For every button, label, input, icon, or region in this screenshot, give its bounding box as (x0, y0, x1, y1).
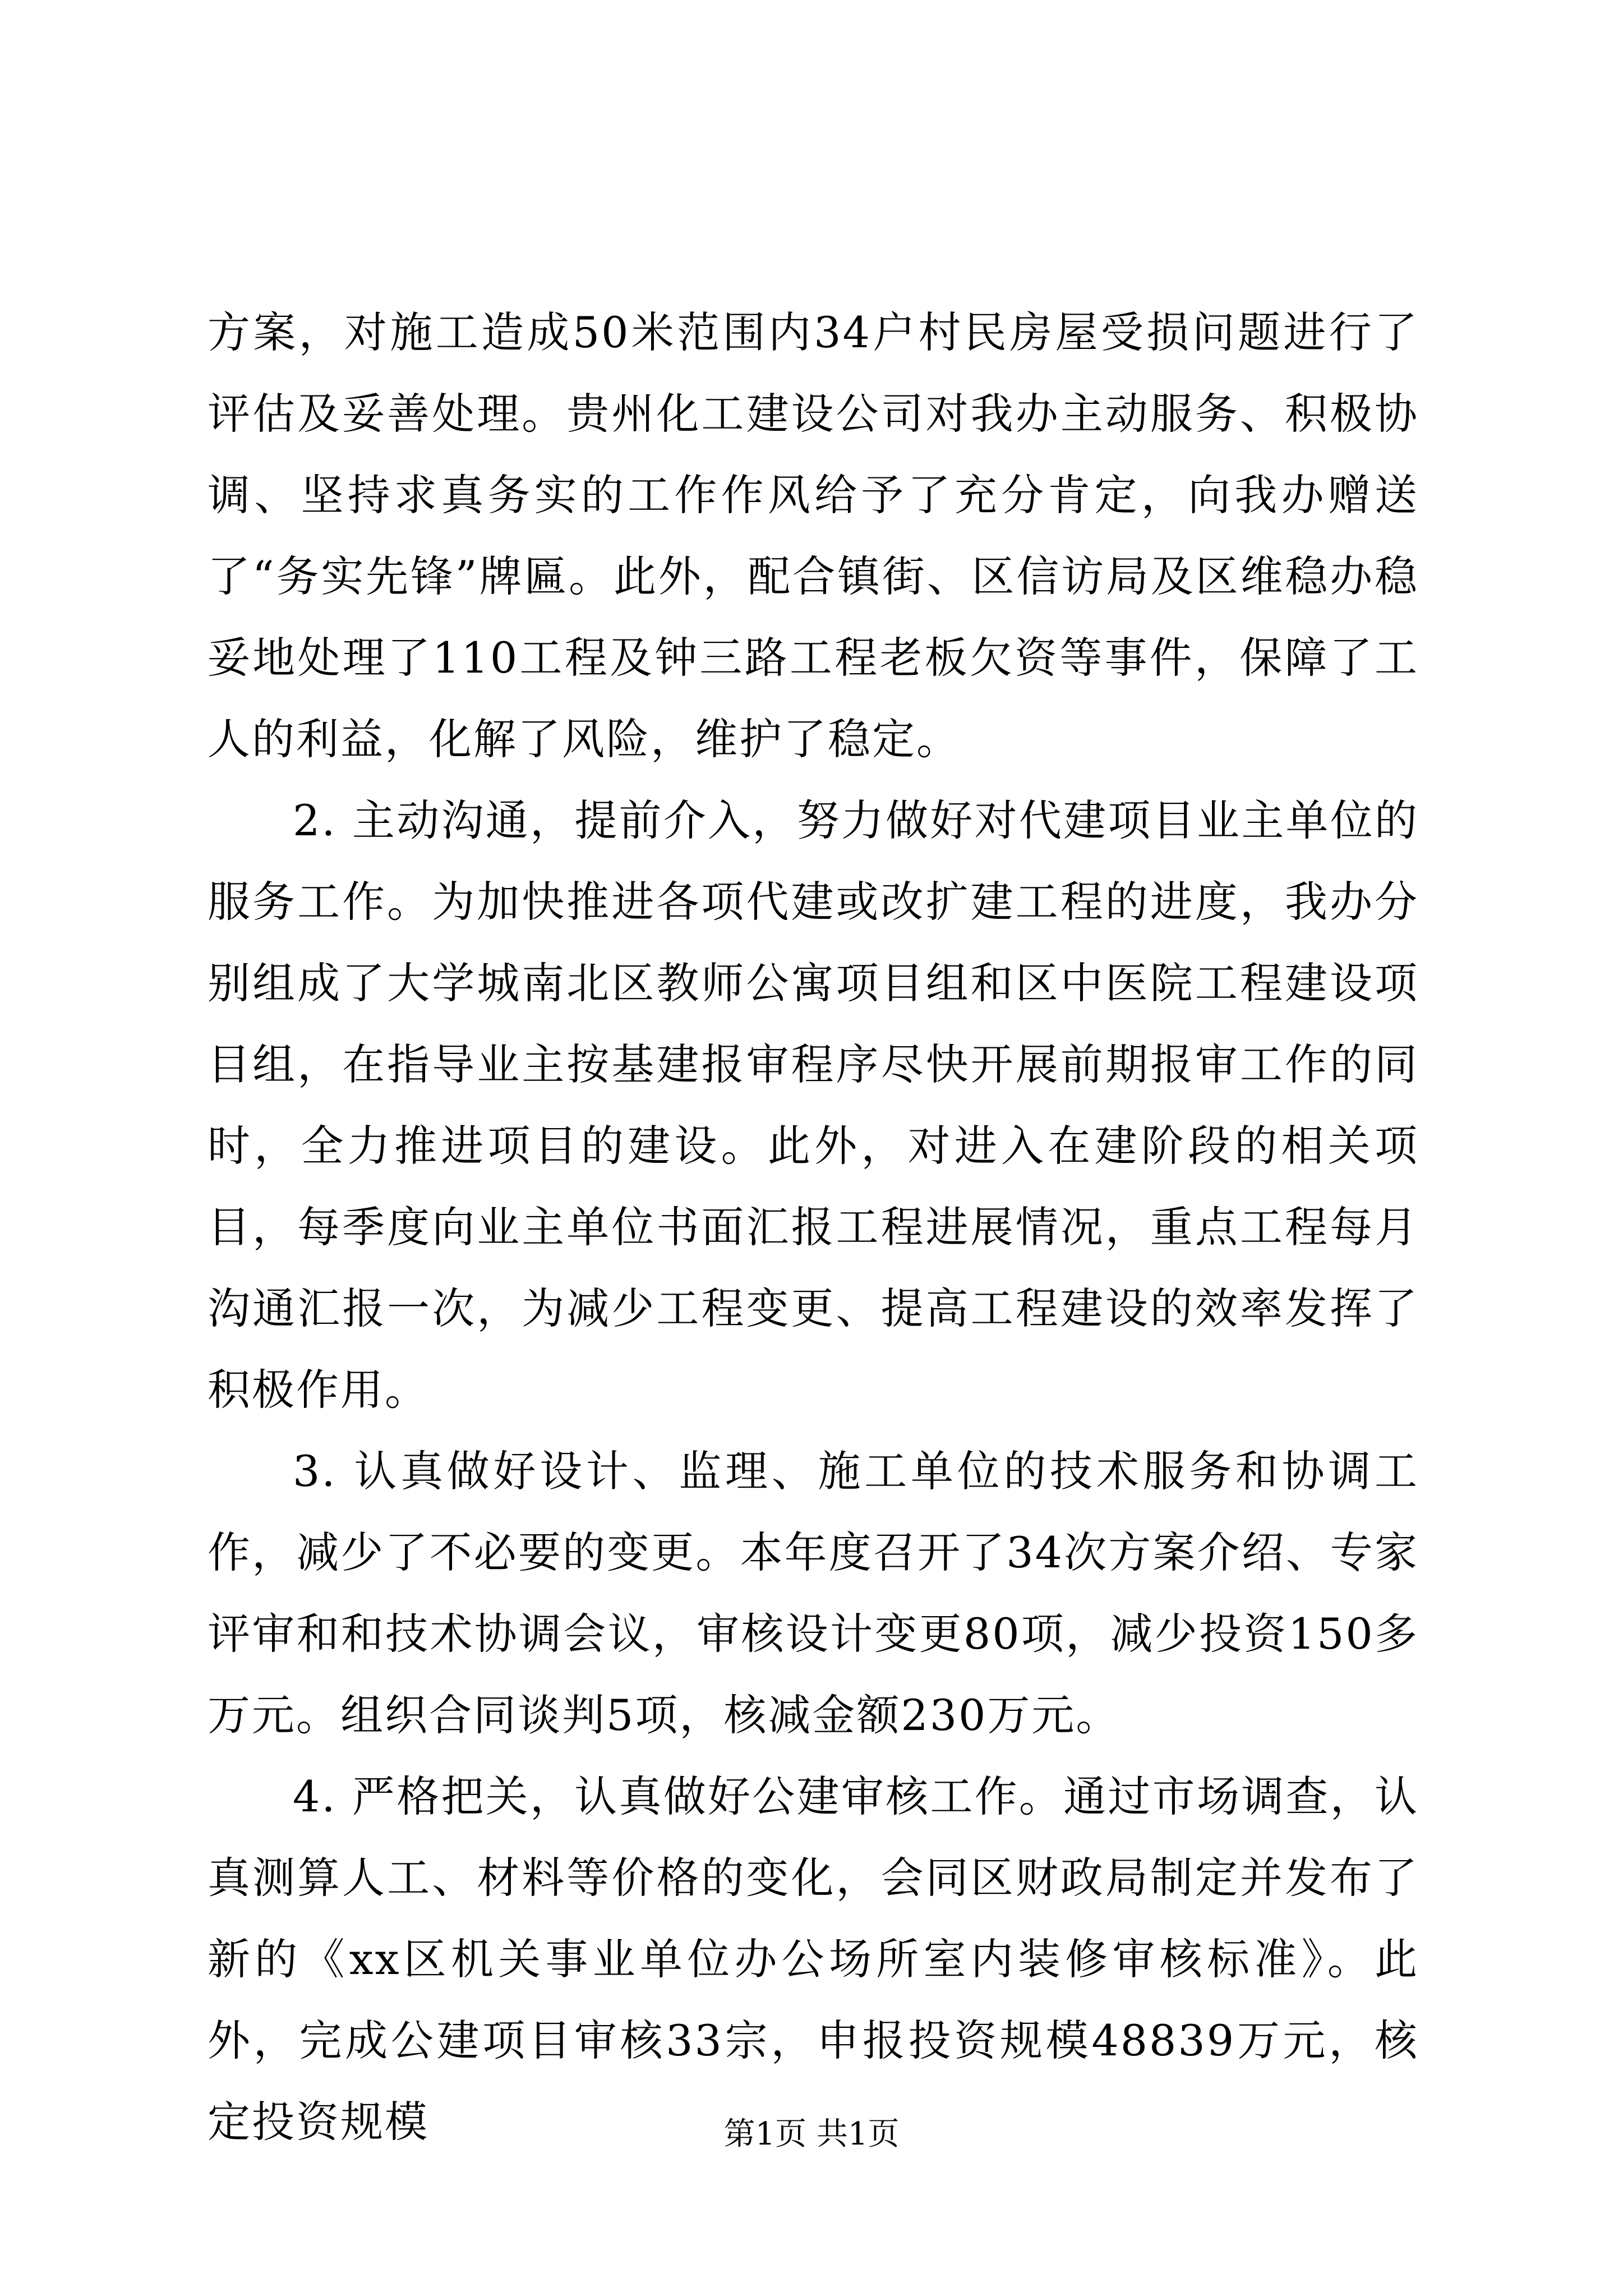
document-body (208, 292, 1419, 2162)
page-footer: 第1页 共1页 (723, 2116, 900, 2152)
paragraph-1: 方案，对施工造成50米范围内34户村民房屋受损问题进行了评估及妥善处理。贵州化工建设公司对我办主动服务、积极协调、坚持求真务实的工作作风给予了充分肯定，向我办赠送了“务实先锋”牌匾。此外，配合镇街、区信访局及区维稳办稳妥地处理了110工程及钟三路工程老板欠资等事件，保障了工人的利益，化解了风险，维护了稳定。 (208, 307, 1419, 764)
paragraph-3: 3. 认真做好设计、监理、施工单位的技术服务和协调工作，减少了不必要的变更。本年度召开了34次方案介绍、专家评审和和技术协调会议，审核设计变更80项，减少投资150多万元。组织合同谈判5项，核减金额230万元。 (208, 1446, 1419, 1740)
paragraph-4: 4. 严格把关，认真做好公建审核工作。通过市场调查，认真测算人工、材料等价格的变化，会同区财政局制定并发布了新的《xx区机关事业单位办公场所室内装修审核标准》。此外，完成公建项目审核33宗，申报投资规模48839万元，核定投资规模 (208, 1772, 1419, 2147)
paragraph-2: 2. 主动沟通，提前介入，努力做好对代建项目业主单位的服务工作。为加快推进各项代建或改扩建工程的进度，我办分别组成了大学城南北区教师公寓项目组和区中医院工程建设项目组，在指导业主按基建报审程序尽快开展前期报审工作的同时，全力推进项目的建设。此外，对进入在建阶段的相关项目，每季度向业主单位书面汇报工程进展情况，重点工程每月沟通汇报一次，为减少工程变更、提高工程建设的效率发挥了积极作用。 (208, 795, 1419, 1415)
